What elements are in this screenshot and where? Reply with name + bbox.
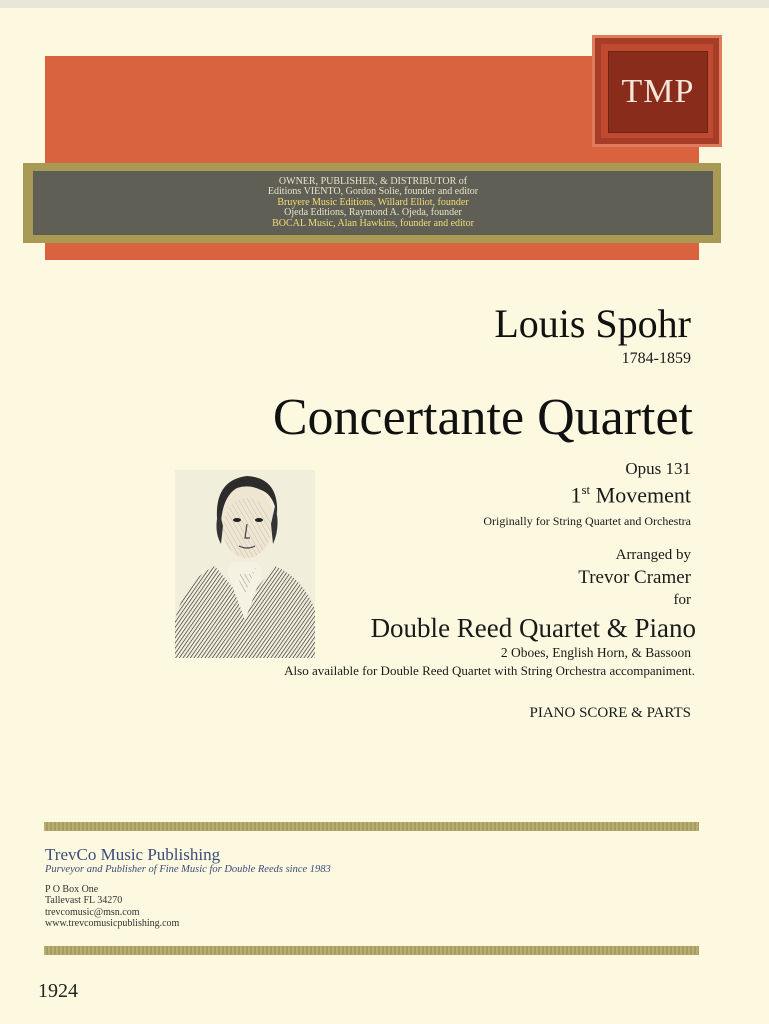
publisher-line: Bruyere Music Editions, Willard Elliot, founder	[277, 196, 469, 208]
work-title: Concertante Quartet	[272, 389, 693, 446]
for-label: for	[673, 592, 691, 608]
tmp-logo-badge	[592, 35, 722, 147]
composer-name: Louis Spohr	[494, 301, 691, 346]
instrumentation: Double Reed Quartet & Piano	[370, 613, 696, 643]
email-address: trevcomusic@msn.com	[45, 907, 140, 918]
instrument-list: 2 Oboes, English Horn, & Bassoon	[500, 645, 691, 660]
movement-text: Movement	[590, 482, 691, 508]
publisher-line: Ojeda Editions, Raymond A. Ojeda, founder	[284, 207, 462, 219]
composer-portrait	[175, 470, 315, 658]
movement-number: 1	[570, 482, 582, 508]
top-edge-shadow	[0, 0, 769, 8]
movement-ordinal: st	[581, 482, 591, 497]
tmp-logo-inner	[608, 51, 708, 133]
website-url: www.trevcomusicpublishing.com	[45, 918, 180, 929]
original-scoring: Originally for String Quartet and Orchestra	[483, 514, 691, 528]
publisher-tagline: Purveyor and Publisher of Fine Music for Double Reeds since 1983	[45, 864, 331, 875]
publisher-line: Editions VIENTO, Gordon Solie, founder and editor	[267, 186, 479, 198]
alternate-version-note: Also available for Double Reed Quartet with String Orchestra accompaniment.	[284, 663, 695, 678]
edition-type: PIANO SCORE & PARTS	[529, 705, 691, 721]
publisher-line: BOCAL Music, Alan Hawkins, founder and editor	[272, 217, 474, 229]
tmp-logo-text: TMP	[621, 73, 695, 110]
movement-label	[571, 482, 692, 508]
publisher-box	[33, 171, 713, 235]
opus-number: Opus 131	[625, 459, 691, 478]
footer-divider-bottom	[44, 946, 699, 955]
address-line: Tallevast FL 34270	[45, 895, 123, 906]
publisher-line: OWNER, PUBLISHER, & DISTRIBUTOR of	[278, 175, 468, 187]
arranger-name: Trevor Cramer	[578, 567, 691, 588]
arranged-by-label: Arranged by	[615, 547, 691, 563]
portrait-engraving	[175, 470, 315, 658]
publisher-name: TrevCo Music Publishing	[45, 845, 221, 864]
composer-dates: 1784-1859	[621, 350, 691, 367]
catalog-number: 1924	[38, 980, 78, 1002]
address-line: P O Box One	[45, 884, 99, 895]
footer-divider-top	[44, 822, 699, 831]
